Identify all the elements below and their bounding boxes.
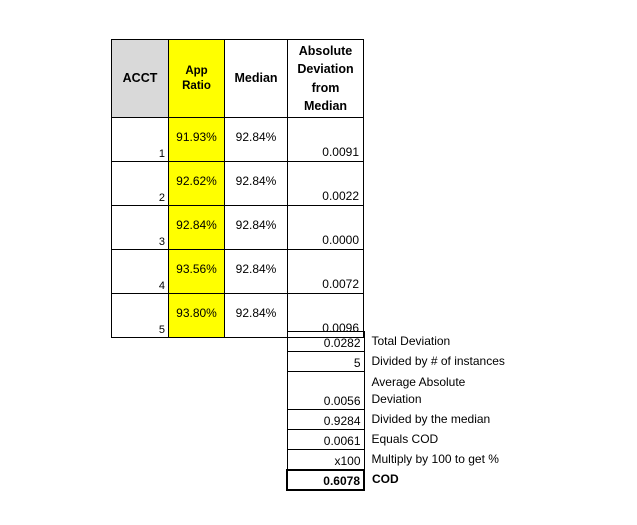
- header-app-ratio-line2: Ratio: [182, 79, 211, 92]
- cell-app-ratio[interactable]: 92.84%: [169, 206, 225, 250]
- summary-value-cod[interactable]: 0.6078: [287, 470, 364, 490]
- header-median[interactable]: [225, 40, 288, 118]
- summary-row-multiply: [287, 450, 505, 470]
- summary-row-cod: [287, 470, 505, 490]
- header-acct-label: ACCT: [122, 71, 158, 86]
- cell-acct[interactable]: 2: [112, 162, 169, 206]
- header-abs-dev-line4: Median: [303, 98, 348, 113]
- summary-label: Divided by # of instances: [371, 354, 505, 369]
- header-abs-dev-line1: Absolute: [298, 44, 353, 59]
- cell-abs-deviation[interactable]: 0.0091: [288, 118, 364, 162]
- header-app-ratio-line1: App: [185, 64, 208, 77]
- summary-row-average-absolute-deviation: [287, 372, 505, 410]
- cell-median[interactable]: 92.84%: [225, 250, 288, 294]
- table-row: [112, 206, 364, 250]
- summary-label-cod: COD: [372, 472, 399, 487]
- summary-label: Multiply by 100 to get %: [371, 452, 499, 467]
- summary-row-median: [287, 410, 505, 430]
- cod-calculation-table: [111, 39, 364, 338]
- cell-abs-deviation[interactable]: 0.0072: [288, 250, 364, 294]
- table-row: [112, 250, 364, 294]
- cell-median[interactable]: 92.84%: [225, 118, 288, 162]
- header-app-ratio[interactable]: [169, 40, 225, 118]
- cell-median[interactable]: 92.84%: [225, 206, 288, 250]
- summary-value[interactable]: 0.0061: [287, 430, 364, 450]
- summary-value[interactable]: 0.0282: [287, 332, 364, 352]
- cell-app-ratio[interactable]: 92.62%: [169, 162, 225, 206]
- table-row: [112, 162, 364, 206]
- summary-value[interactable]: 0.9284: [287, 410, 364, 430]
- cell-app-ratio[interactable]: 93.80%: [169, 294, 225, 338]
- cell-app-ratio[interactable]: 93.56%: [169, 250, 225, 294]
- summary-row-equals-cod: [287, 430, 505, 450]
- header-absolute-deviation[interactable]: [288, 40, 364, 118]
- summary-label-line1: Average Absolute: [371, 374, 466, 389]
- cod-summary-table: [286, 331, 506, 491]
- cell-median[interactable]: 92.84%: [225, 162, 288, 206]
- summary-value[interactable]: 0.0056: [287, 372, 364, 410]
- summary-row-instances: [287, 352, 505, 372]
- summary-value[interactable]: 5: [287, 352, 364, 372]
- cell-abs-deviation[interactable]: 0.0022: [288, 162, 364, 206]
- cell-acct[interactable]: 3: [112, 206, 169, 250]
- header-abs-dev-line3: from: [311, 80, 340, 95]
- cell-acct[interactable]: 4: [112, 250, 169, 294]
- header-abs-dev-line2: Deviation: [297, 62, 354, 77]
- cell-acct[interactable]: 1: [112, 118, 169, 162]
- header-acct[interactable]: [112, 40, 169, 118]
- cell-acct[interactable]: 5: [112, 294, 169, 338]
- cell-median[interactable]: 92.84%: [225, 294, 288, 338]
- summary-row-total-deviation: [287, 332, 505, 352]
- summary-label: Total Deviation: [371, 334, 451, 349]
- cell-app-ratio[interactable]: 91.93%: [169, 118, 225, 162]
- summary-label: [364, 372, 505, 410]
- header-row: [112, 40, 364, 118]
- table-row: [112, 118, 364, 162]
- summary-value[interactable]: x100: [287, 450, 364, 470]
- summary-label-line2: Deviation: [371, 392, 422, 407]
- summary-label: Divided by the median: [371, 412, 491, 427]
- cell-abs-deviation[interactable]: 0.0000: [288, 206, 364, 250]
- summary-label: Equals COD: [371, 432, 439, 447]
- cell-abs-deviation[interactable]: 0.0096: [288, 294, 364, 338]
- header-median-label: Median: [234, 71, 278, 86]
